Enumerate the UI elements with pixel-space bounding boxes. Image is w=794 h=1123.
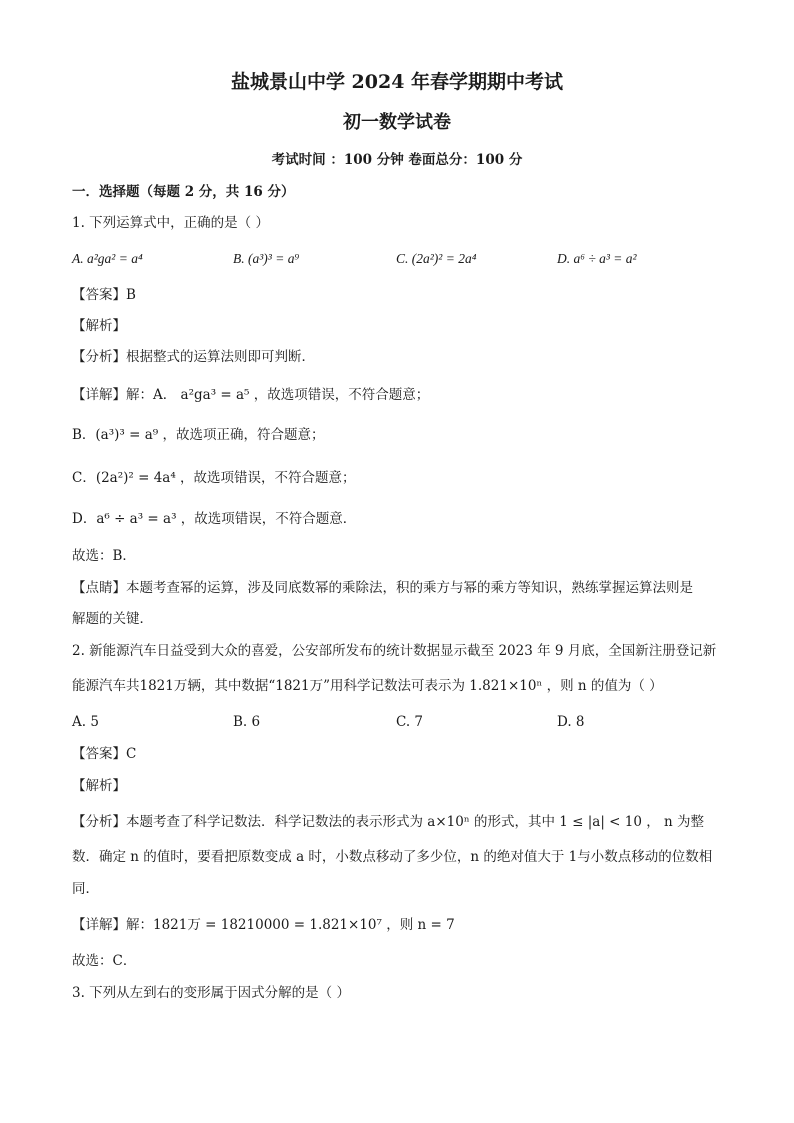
q1-dianjing-2: 解题的关键． — [72, 611, 153, 627]
q2-option-c: C. 7 — [396, 714, 424, 730]
question-2-stem-1: 2. 新能源汽车日益受到大众的喜爱，公安部所发布的统计数据显示截至 2023 年 9 月底，全国新注册登记新 — [72, 643, 717, 659]
q1-detail-b: B．(a³)³ = a⁹ ，故选项正确，符合题意； — [72, 427, 325, 443]
q1-option-d: D. a⁶ ÷ a³ = a² — [557, 251, 637, 266]
q1-dianjing-1: 【点睛】本题考查幂的运算，涉及同底数幂的乘除法，积的乘方与幂的乘方等知识，熟练掌握运算法则是 — [72, 580, 693, 596]
q2-jiexi: 【解析】 — [72, 778, 126, 794]
question-3-stem: 3. 下列从左到右的变形属于因式分解的是（ ） — [72, 985, 350, 1001]
exam-info: 考试时间 ：100 分钟 卷面总分：100 分 — [271, 152, 523, 168]
q2-detail: 【详解】解：1821万 = 18210000 = 1.821×10⁷ ，则 n = 7 — [72, 917, 455, 933]
section-heading: 一．选择题（每题 2 分，共 16 分） — [72, 184, 295, 200]
q2-answer: 【答案】C — [72, 746, 137, 762]
q2-fenxi-1: 【分析】本题考查了科学记数法．科学记数法的表示形式为 a×10ⁿ 的形式，其中 1 ≤ |a| < 10 ， n 为整 — [72, 814, 705, 830]
q1-choice: 故选：B． — [72, 548, 136, 564]
q2-fenxi-2: 数．确定 n 的值时，要看把原数变成 a 时，小数点移动了多少位，n 的绝对值大于 1与小数点移动的位数相 — [72, 849, 713, 865]
q2-option-d: D. 8 — [557, 714, 585, 730]
q1-fenxi: 【分析】根据整式的运算法则即可判断． — [72, 349, 315, 365]
q1-detail-d: D．a⁶ ÷ a³ = a³ ，故选项错误，不符合题意． — [72, 511, 357, 527]
q1-jiexi: 【解析】 — [72, 318, 126, 334]
question-2-stem-2: 能源汽车共1821万辆，其中数据“1821万”用科学记数法可表示为 1.821×10ⁿ ，则 n 的值为（ ） — [72, 678, 663, 694]
q2-option-a: A. 5 — [72, 714, 99, 730]
question-1-stem: 1. 下列运算式中，正确的是（ ） — [72, 215, 269, 231]
q1-detail-a: 【详解】解：A． a²ga³ = a⁵ ，故选项错误，不符合题意； — [72, 387, 430, 403]
q1-option-c: C. (2a²)² = 2a⁴ — [396, 251, 477, 266]
q1-answer: 【答案】B — [72, 287, 136, 303]
q1-detail-c: C．(2a²)² = 4a⁴ ，故选项错误，不符合题意； — [72, 470, 356, 486]
q2-fenxi-3: 同． — [72, 881, 99, 897]
q1-option-b: B. (a³)³ = a⁹ — [233, 251, 300, 266]
q2-option-b: B. 6 — [233, 714, 261, 730]
q1-option-a: A. a²ga² = a⁴ — [72, 251, 143, 266]
q2-choice: 故选：C． — [72, 953, 137, 969]
exam-subtitle: 初一数学试卷 — [343, 112, 451, 133]
exam-title: 盐城景山中学 2024 年春学期期中考试 — [230, 71, 564, 93]
